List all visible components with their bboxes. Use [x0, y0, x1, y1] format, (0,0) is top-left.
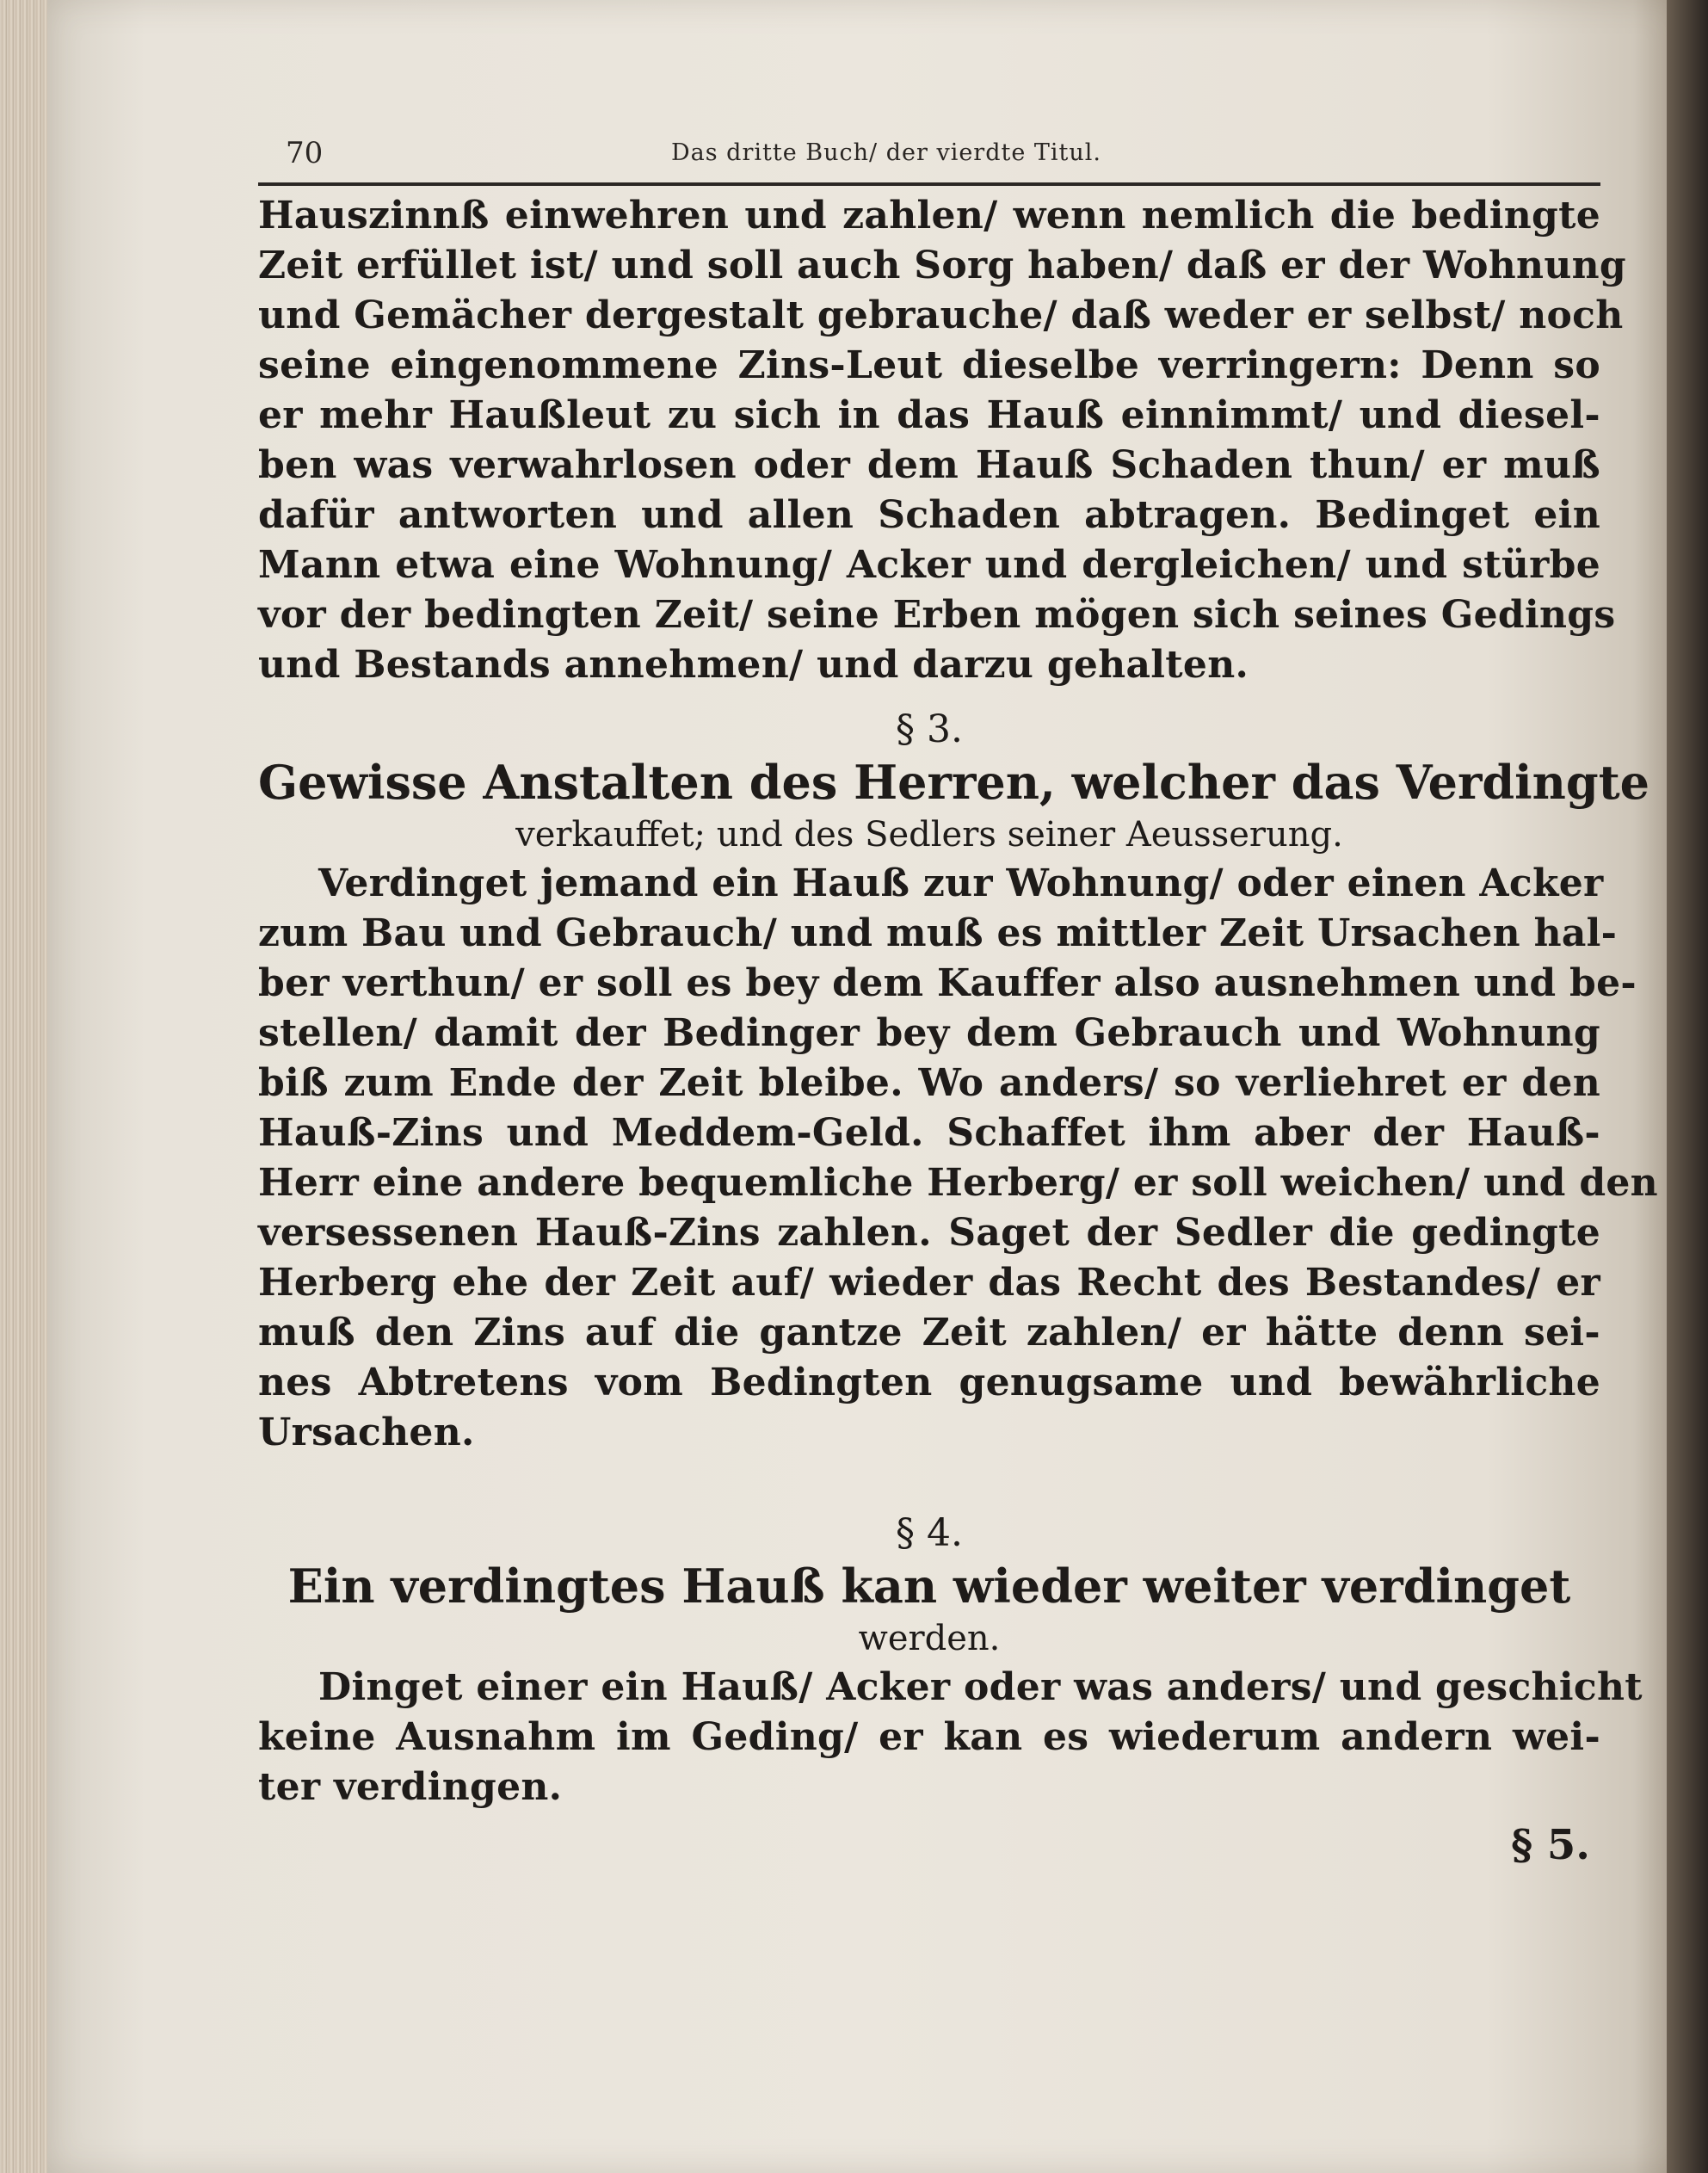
text-line: und Bestands annehmen/ und darzu gehalten. — [258, 643, 1249, 687]
header-rule — [258, 182, 1600, 186]
text-line: nes Abtretens vom Bedingten genugsame und bewährliche — [258, 1361, 1600, 1404]
text-line: biß zum Ende der Zeit bleibe. Wo anders/ so verliehret er den — [258, 1061, 1600, 1105]
text-line: dafür antworten und allen Schaden abtragen. Bedinget ein — [258, 493, 1600, 537]
text-line: stellen/ damit der Bedinger bey dem Gebrauch und Wohnung — [258, 1011, 1600, 1055]
page-number: 70 — [286, 136, 324, 170]
running-head-title: Das dritte Buch/ der vierdte Titul. — [671, 139, 1102, 166]
section-subheading-3: verkauffet; und des Sedlers seiner Aeusserung. — [515, 815, 1343, 855]
text-line: seine eingenommene Zins-Leut dieselbe verringern: Denn so — [258, 343, 1600, 387]
section-mark-3: § 3. — [896, 707, 963, 751]
text-body — [258, 191, 1658, 1871]
text-line: Mann etwa eine Wohnung/ Acker und dergleichen/ und stürbe — [258, 543, 1600, 587]
paragraph-section-3 — [258, 859, 1658, 1458]
text-line: muß den Zins auf die gantze Zeit zahlen/ er hätte denn sei- — [258, 1311, 1600, 1355]
text-line: er mehr Haußleut zu sich in das Hauß einnimmt/ und diesel- — [258, 393, 1600, 437]
paragraph-section-4 — [258, 1663, 1643, 1812]
text-line: Hauszinnß einwehren und zahlen/ wenn nemlich die bedingte — [258, 194, 1600, 238]
text-line: Herberg ehe der Zeit auf/ wieder das Recht des Bestandes/ er — [258, 1261, 1600, 1305]
text-line: Hauß-Zins und Meddem-Geld. Schaffet ihm aber der Hauß- — [258, 1111, 1600, 1155]
text-line: zum Bau und Gebrauch/ und muß es mittler Zeit Ursachen hal- — [258, 911, 1618, 955]
text-line: ben was verwahrlosen oder dem Hauß Schaden thun/ er muß — [258, 443, 1600, 487]
text-line: ter verdingen. — [258, 1765, 563, 1809]
text-line: Zeit erfüllet ist/ und soll auch Sorg haben/ daß er der Wohnung — [258, 244, 1626, 287]
stacked-page-edges — [0, 0, 52, 2173]
text-line: Herr eine andere bequemliche Herberg/ er soll weichen/ und den — [258, 1161, 1658, 1205]
binding-shadow — [1667, 0, 1708, 2173]
running-head — [258, 136, 1600, 179]
text-line: und Gemächer dergestalt gebrauche/ daß weder er selbst/ noch — [258, 293, 1624, 337]
text-line: Ursachen. — [258, 1411, 475, 1454]
text-line: versessenen Hauß-Zins zahlen. Saget der Sedler die gedingte — [258, 1211, 1600, 1255]
text-line: Dinget einer ein Hauß/ Acker oder was anders/ und geschicht — [318, 1665, 1643, 1709]
section-mark-4: § 4. — [896, 1511, 963, 1555]
section-heading-3: Gewisse Anstalten des Herren, welcher das Verdingte — [258, 755, 1649, 810]
catchword: § 5. — [1511, 1821, 1590, 1869]
text-line: ber verthun/ er soll es bey dem Kauffer also ausnehmen und be- — [258, 961, 1637, 1005]
text-line: Verdinget jemand ein Hauß zur Wohnung/ oder einen Acker — [318, 861, 1604, 905]
paragraph-1 — [258, 191, 1626, 690]
section-subheading-4: werden. — [858, 1619, 1001, 1658]
text-line: vor der bedingten Zeit/ seine Erben mögen sich seines Gedings — [258, 593, 1616, 637]
section-heading-4: Ein verdingtes Hauß kan wieder weiter verdinget — [287, 1559, 1571, 1614]
text-line: keine Ausnahm im Geding/ er kan es wiederum andern wei- — [258, 1715, 1600, 1759]
